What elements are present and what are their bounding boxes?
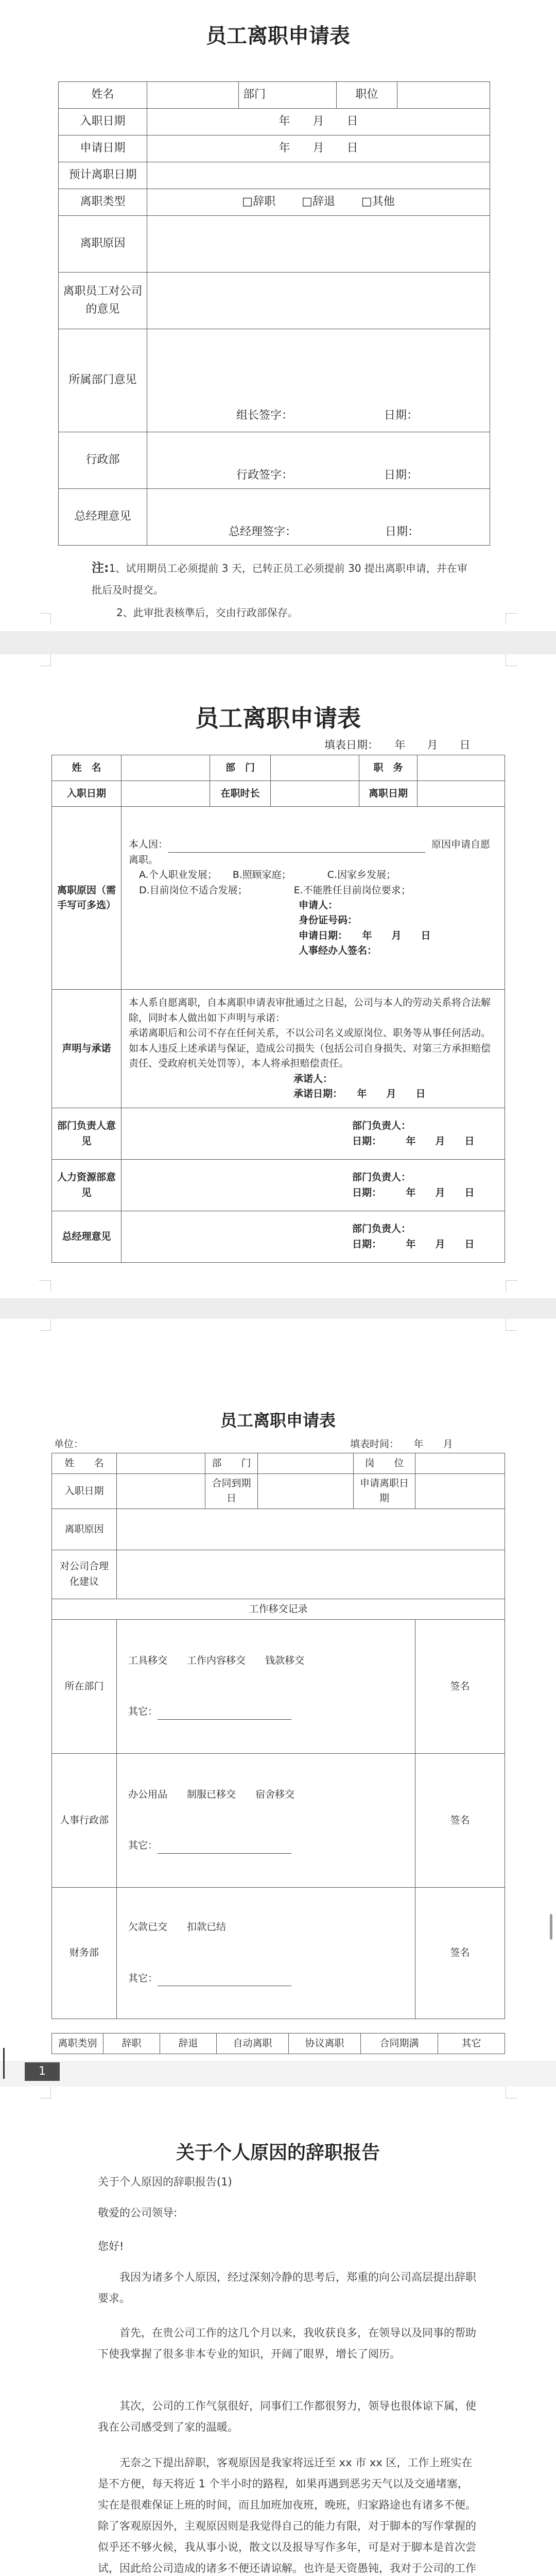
category-option[interactable]: 协议离职 [289,2033,361,2054]
form2-entry-field[interactable] [121,781,210,807]
form1-dept-cell[interactable] [239,82,337,109]
form3-category-label: 离职类别 [52,2033,103,2054]
form1-table [58,81,490,546]
form3-hr-field[interactable] [117,1753,415,1887]
form3-unit: 单位： [54,1438,84,1450]
form1-entry-date[interactable]: 年 月 日 [147,109,490,135]
form2-tenure-label: 在职时长 [210,781,271,807]
other-label: 其它： [128,1840,158,1852]
form2-gm-field[interactable] [121,1211,505,1263]
form1-reason-label: 离职原因 [59,216,147,273]
category-option[interactable]: 其它 [438,2033,505,2054]
crop-mark [506,1280,517,1292]
form1-type-label: 离职类型 [59,189,147,216]
form2-statement-field [121,990,505,1108]
form3-name-field[interactable] [117,1453,205,1474]
form2-fill-date: 填表日期： 年 月 日 [324,739,471,751]
hr-date-label: 日期： 年 月 日 [352,1187,475,1198]
form3-dept-label: 部 门 [205,1453,258,1474]
form3-handover-title: 工作移交记录 [52,1599,505,1619]
own-item[interactable]: 钱款移交 [265,1654,305,1666]
form2-tenure-field[interactable] [271,781,359,807]
form2-reason-field[interactable] [121,807,505,990]
promisor-label: 承诺人： [293,1073,333,1084]
form2-statement-label: 声明与承诺 [52,990,121,1108]
note-1: 1、试用期员工必须提前 3 天，已转正员工必须提前 30 提出离职申请，并在审批后及时提交。 [92,562,467,596]
form2-head-label: 部门负责人意见 [52,1108,121,1160]
reason-suffix: 原因申请自愿离职。 [129,839,491,866]
gm-sign-label: 部门负责人： [352,1223,411,1235]
form1-position-label: 职位 [337,82,397,109]
page-number-badge[interactable]: 1 [25,2062,60,2081]
form2-dept-field[interactable] [271,755,359,781]
page-gap [0,631,556,654]
form3-finance-field[interactable] [117,1887,415,2019]
form2-entry-label: 入职日期 [52,781,121,807]
type-option-dismiss[interactable]: □辞退 [302,195,335,209]
form1-type-options[interactable] [147,189,490,216]
form3-reason-field[interactable] [117,1509,505,1550]
reason-option-c[interactable]: C.因家乡发展； [327,869,396,881]
category-option[interactable]: 辞退 [160,2033,217,2054]
report-paragraph-4: 无奈之下提出辞职，客观原因是我家将远迁至 xx 市 xx 区，工作上班实在是不方便，每天将近 1 个半小时的路程，如果再遇到恶劣天气以及交通堵塞，实在是很难保证上班的时间，而且加班加夜班，晚班，归家路途也有诸多不便。除了客观原因外，主观原因则是我觉得自己的能力有限，对于脚本的写作掌握的似乎还不够火候，我从事小说，散文以及报导写作多年，可是对于脚本是首次尝试，因此给公司造成的诸多不便还请谅解。也许是天资愚钝，我对于公司的工作 [98,2456,476,2574]
form2-position-label: 职 务 [359,755,418,781]
form3-hr-sign[interactable]: 签名 [415,1753,505,1887]
form1-reason-field[interactable] [147,216,490,273]
report-paragraph-2: 首先，在贵公司工作的这几个月以来，我收获良多，在领导以及同事的帮助下使我掌握了很多非本专业的知识，开阔了眼界，增长了阅历。 [98,2327,476,2360]
form1-dept-opinion-field[interactable] [147,329,490,432]
crop-mark [39,2087,51,2098]
statement-3: 如本人违反上述承诺与保证，造成公司损失（包括公司自身损失、对第三方承担赔偿责任、受政府机关处罚等），本人将承担赔偿责任。 [129,1042,491,1070]
form3-own-sign[interactable]: 签名 [415,1619,505,1753]
form3-contract-label: 合同到期日 [205,1474,258,1509]
form-page-1 [0,0,556,631]
form3-dept-field[interactable] [258,1453,354,1474]
note-2: 2、此审批表核準后，交由行政部保存。 [116,606,298,619]
scrollbar-thumb[interactable] [550,1914,552,1940]
form2-name-label: 姓 名 [52,755,121,781]
form1-admin-field[interactable] [147,432,490,489]
reason-option-a[interactable]: A.个人职业发展； [139,869,217,881]
form2-table [51,755,505,1263]
form2-position-field[interactable] [418,755,505,781]
hr-item[interactable]: 宿舍移交 [255,1788,295,1800]
form3-title: 员工离职申请表 [220,1411,336,1430]
form1-title: 员工离职申请表 [206,24,350,48]
other-blank[interactable] [158,1853,291,1854]
form3-own-dept-field[interactable] [117,1619,415,1753]
form3-post-field[interactable] [415,1453,505,1474]
form2-leave-label: 离职日期 [359,781,418,807]
form2-hr-field[interactable] [121,1160,505,1211]
date-label: 日期： [385,525,420,538]
head-sign-label: 部门负责人： [352,1120,411,1132]
form1-expected-label: 预计离职日期 [59,162,147,189]
other-label: 其它： [128,1706,158,1718]
report-title: 关于个人原因的辞职报告 [176,2142,380,2163]
form2-leave-field[interactable] [418,781,505,807]
report-subtitle: 关于个人原因的辞职报告(1) [98,2176,232,2188]
crop-mark [39,1280,51,1292]
fin-item[interactable]: 扣款已结 [187,1921,227,1933]
form1-position-field[interactable] [397,82,490,109]
gm-date-label: 日期： 年 月 日 [352,1238,475,1250]
form3-suggestion-field[interactable] [117,1550,505,1599]
form3-fill-date: 填表时间： 年 月 [350,1438,453,1450]
reason-option-e[interactable]: E.不能胜任目前岗位要求； [293,884,411,896]
form2-gm-label: 总经理意见 [52,1211,121,1263]
own-item[interactable]: 工具移交 [128,1654,168,1666]
form2-name-field[interactable] [121,755,210,781]
statement-2: 承诺离职后和公司不存在任何关系，不以公司名义或原岗位、职务等从事任何活动。 [129,1027,491,1039]
crop-mark [39,1319,51,1331]
form1-name-label: 姓名 [59,82,147,109]
form1-opinion-label: 离职员工对公司的意见 [59,273,147,329]
form3-finance-label: 财务部 [52,1887,117,2019]
form1-admin-label: 行政部 [59,432,147,489]
apply-date-label: 申请日期： 年 月 日 [299,929,431,941]
note-label: 注: [92,561,109,575]
crop-mark [506,1319,517,1331]
applicant-label: 申请人： [299,900,338,911]
form3-hr-label: 人事行政部 [52,1753,117,1887]
form1-gm-field[interactable] [147,489,490,546]
category-option[interactable]: 自动离职 [217,2033,289,2054]
form3-name-label: 姓 名 [52,1453,117,1474]
other-label: 其它： [128,1972,158,1984]
reason-intro: 本人因： [129,839,168,851]
statement-1: 本人系自愿离职，自本离职申请表审批通过之日起，公司与本人的劳动关系将合法解除，同时本人做出如下声明与承诺： [129,997,491,1024]
form3-suggestion-label: 对公司合理化建议 [52,1550,117,1599]
date-label: 日期： [384,468,419,482]
crop-mark [506,2087,517,2098]
crop-mark [39,654,51,666]
form3-finance-sign[interactable]: 签名 [415,1887,505,2019]
sign-gm-label: 总经理签字： [229,525,297,538]
page-gap [0,1298,556,1319]
form1-expected-field[interactable] [147,162,490,189]
own-item[interactable]: 工作内容移交 [187,1654,246,1666]
form1-apply-date[interactable]: 年 月 日 [147,135,490,162]
form1-name-field[interactable] [147,82,239,109]
type-option-other[interactable]: □其他 [361,195,395,209]
form1-apply-label: 申请日期 [59,135,147,162]
left-edge-marker [3,2048,5,2079]
reason-option-d[interactable]: D.目前岗位不适合发展； [139,884,248,896]
type-option-resign[interactable]: □辞职 [242,195,276,209]
form3-post-label: 岗 位 [354,1453,415,1474]
form1-opinion-field[interactable] [147,273,490,329]
form2-dept-label: 部 门 [210,755,271,781]
promise-date-label: 承诺日期： 年 月 日 [293,1088,426,1100]
form3-contract-field[interactable] [258,1474,354,1509]
date-label: 日期： [384,409,419,422]
form3-entry-label: 入职日期 [52,1474,117,1509]
reason-blank[interactable] [168,852,425,853]
sign-leader-label: 组长签字： [236,409,293,422]
form2-hr-label: 人力资源部意见 [52,1160,121,1211]
other-blank[interactable] [158,1719,291,1720]
report-greeting: 敬爱的公司领导: [98,2207,178,2219]
sign-admin-label: 行政签字： [236,468,293,482]
report-page [0,2087,556,2576]
hr-item[interactable]: 制服已移交 [187,1788,236,1800]
form3-apply-label: 申请离职日期 [354,1474,415,1509]
form3-entry-field[interactable] [117,1474,205,1509]
crop-mark [506,654,517,666]
hr-item[interactable]: 办公用品 [128,1788,168,1800]
form2-reason-label: 离职原因（需手写可多选） [52,807,121,990]
category-option[interactable]: 辞职 [103,2033,160,2054]
form3-apply-field[interactable] [415,1474,505,1509]
form2-title: 员工离职申请表 [195,704,361,732]
fin-item[interactable]: 欠款已交 [128,1921,168,1933]
id-number-label: 身份证号码： [299,914,358,926]
form3-category-table [51,2033,505,2054]
head-date-label: 日期： 年 月 日 [352,1135,475,1147]
category-option[interactable]: 合同期满 [361,2033,438,2054]
form1-gm-label: 总经理意见 [59,489,147,546]
report-paragraph-3: 其次，公司的工作气氛很好，同事们工作都很努力，领导也很体谅下属，使我在公司感受到了家的温暖。 [98,2400,476,2433]
handover-sign-label: 人事经办人签名： [299,945,377,957]
form1-entry-label: 入职日期 [59,109,147,135]
form-page-2 [0,654,556,1298]
reason-option-b[interactable]: B.照顾家庭； [232,869,291,881]
form3-reason-label: 离职原因 [52,1509,117,1550]
hr-sign-label: 部门负责人： [352,1172,411,1183]
report-hello: 您好! [98,2240,124,2252]
form1-dept-opinion-label: 所属部门意见 [59,329,147,432]
report-paragraph-1: 我因为诸多个人原因，经过深刻冷静的思考后，郑重的向公司高层提出辞职要求。 [98,2271,476,2304]
crop-mark [506,613,517,625]
form1-note [92,556,473,622]
form1-dept-label: 部门 [243,88,266,101]
form3-own-dept-label: 所在部门 [52,1619,117,1753]
crop-mark [39,613,51,625]
form-page-3 [0,1319,556,2061]
form3-table [51,1453,505,2019]
form2-head-field[interactable] [121,1108,505,1160]
